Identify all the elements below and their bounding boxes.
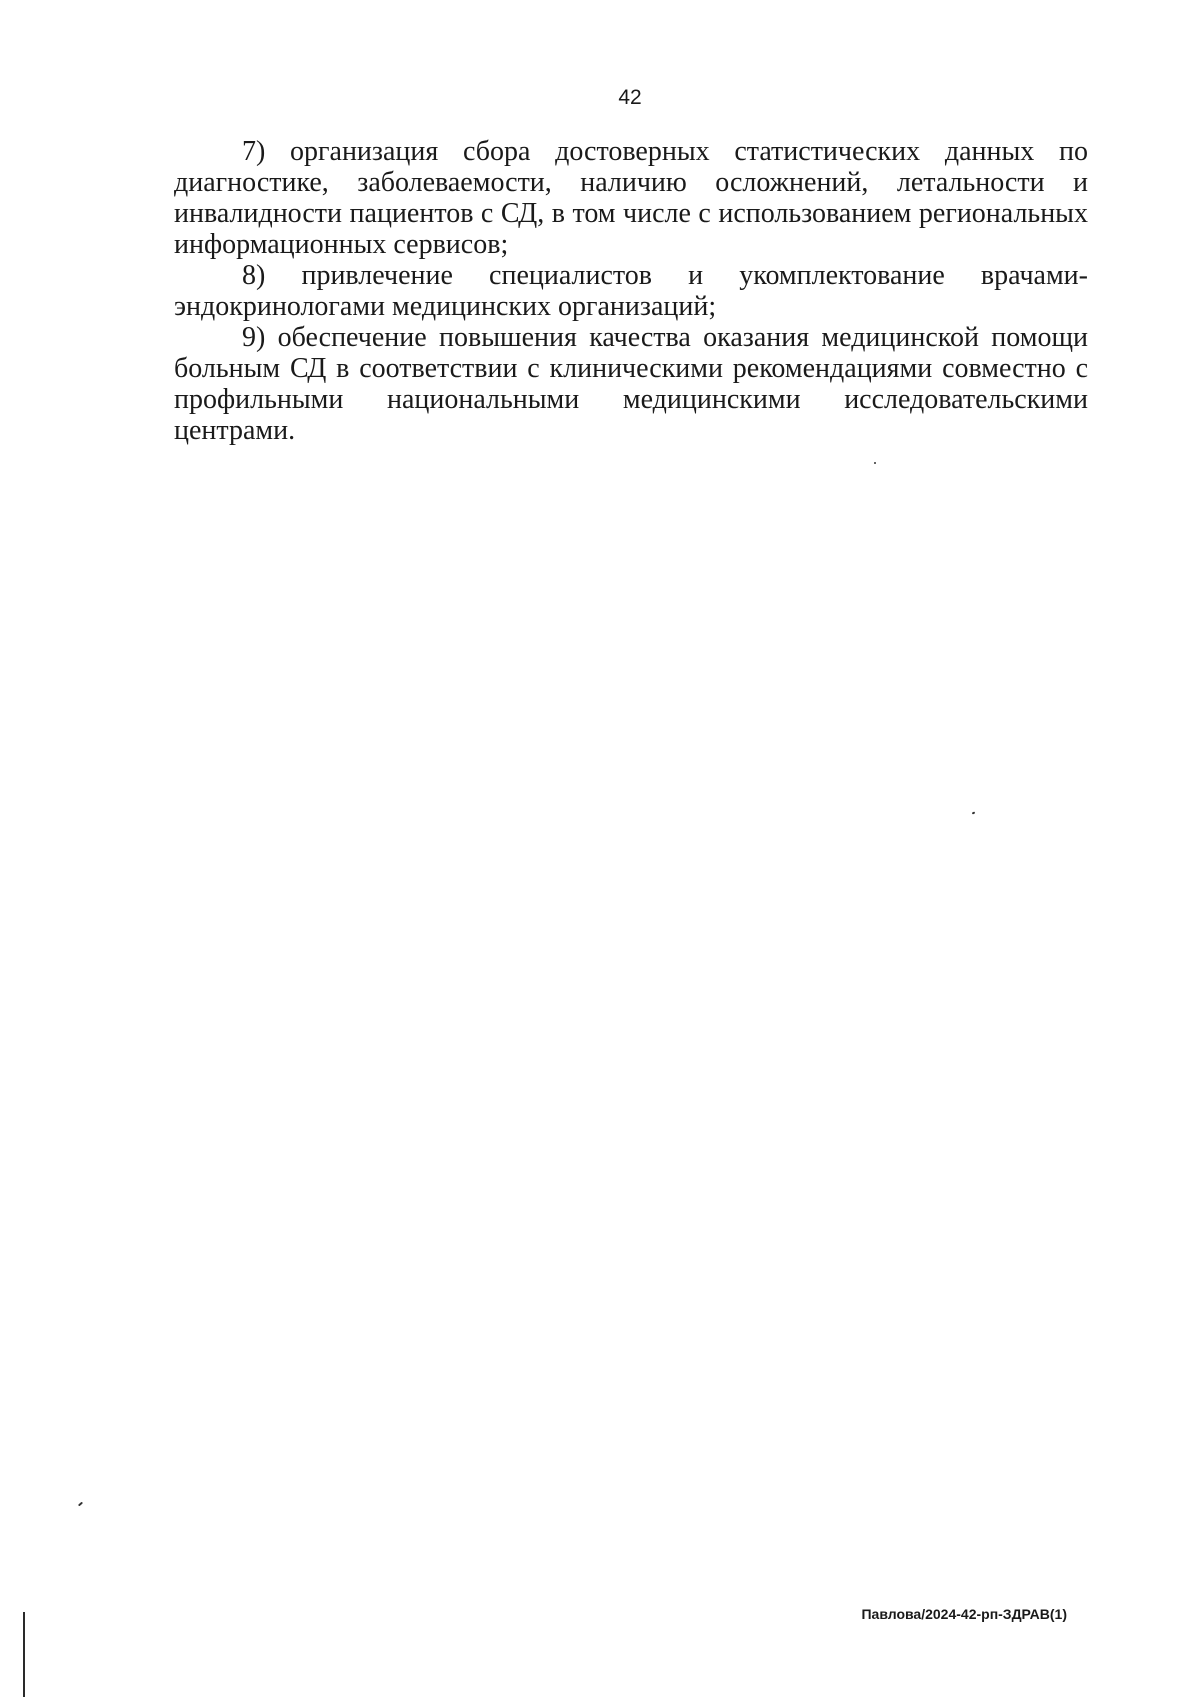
scan-speck (874, 462, 876, 464)
paragraph-item-8: 8) привлечение специалистов и укомплектование врачами-эндокринологами медицинских организаций; (174, 260, 1088, 322)
document-body (174, 136, 1088, 446)
document-reference: Павлова/2024-42-рп-ЗДРАВ(1) (861, 1606, 1067, 1622)
scan-speck (972, 812, 976, 815)
page-number: 42 (618, 86, 642, 109)
paragraph-item-9: 9) обеспечение повышения качества оказания медицинской помощи больным СД в соответствии с клиническими рекомендациями совместно с профильными национальными медицинскими исследовательскими центрами. (174, 322, 1088, 446)
paragraph-item-7: 7) организация сбора достоверных статистических данных по диагностике, заболеваемости, наличию осложнений, летальности и инвалидности пациентов с СД, в том числе с использованием региональных информационных сервисов; (174, 136, 1088, 260)
scan-speck (78, 1502, 83, 1507)
scan-edge-line (23, 1612, 25, 1697)
